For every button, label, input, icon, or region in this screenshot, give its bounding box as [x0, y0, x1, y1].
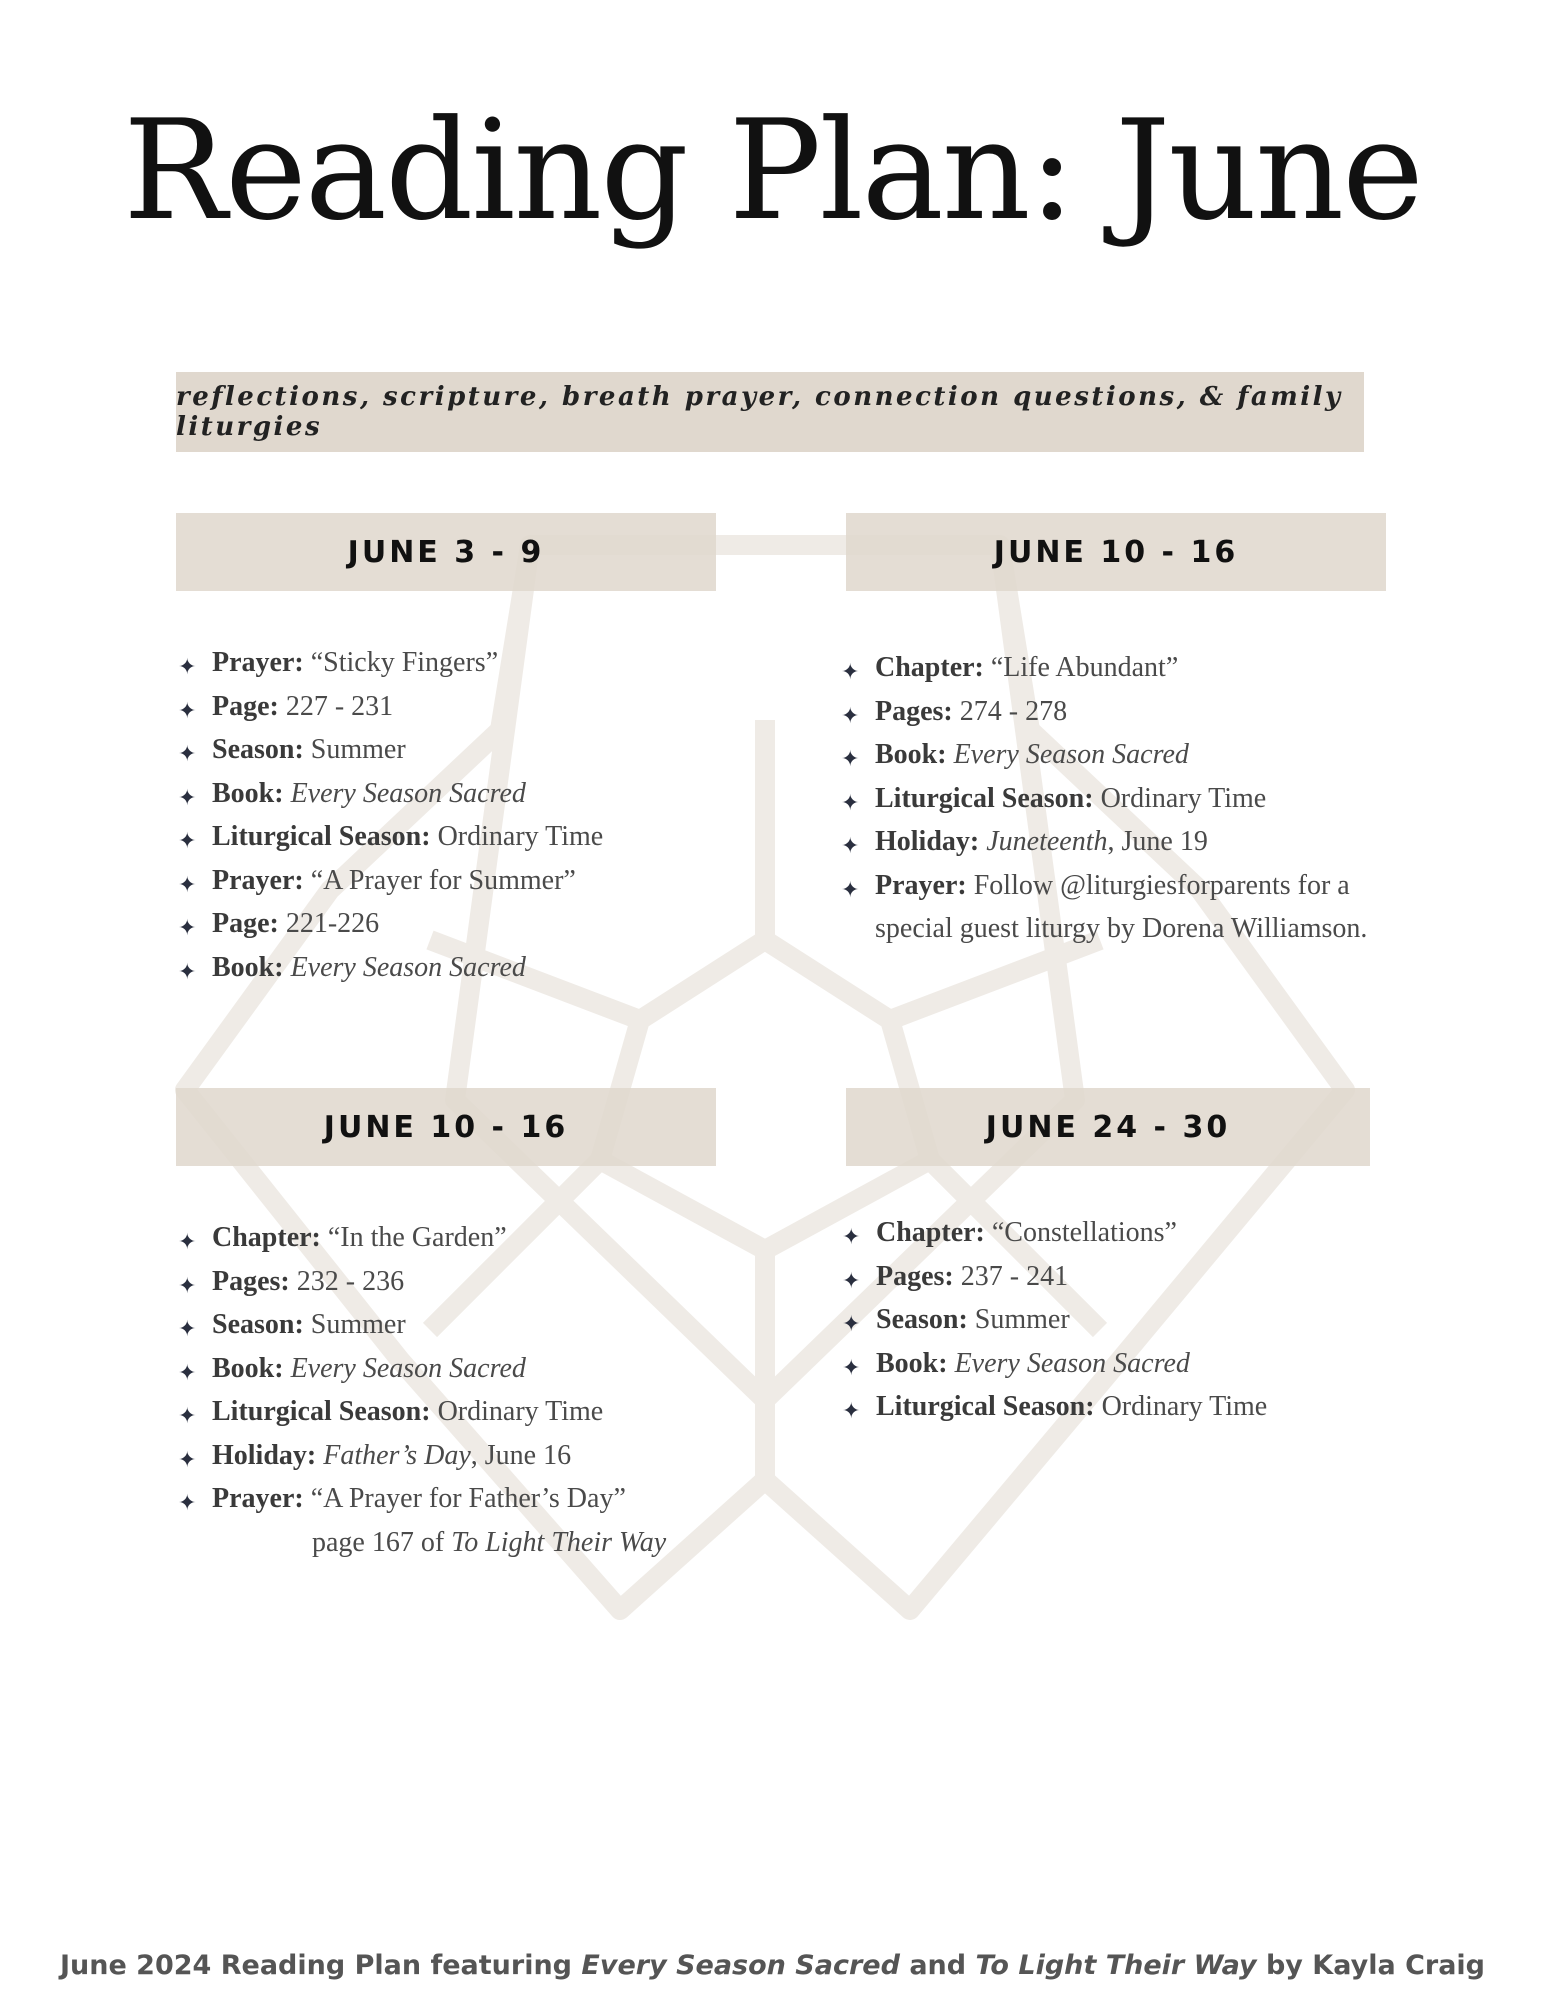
list-item: ✦ Pages: 237 - 241	[840, 1255, 1370, 1299]
diamond-star-icon: ✦	[842, 1267, 861, 1293]
diamond-star-icon: ✦	[178, 915, 197, 940]
list-item: ✦ Chapter: “In the Garden”	[176, 1216, 796, 1260]
diamond-star-icon: ✦	[178, 871, 197, 897]
list-item: ✦ Holiday: Juneteenth, June 19	[839, 820, 1399, 864]
diamond-star-icon: ✦	[178, 1272, 197, 1298]
diamond-star-icon: ✦	[841, 659, 860, 684]
diamond-star-icon: ✦	[178, 1359, 197, 1385]
list-item: ✦ Pages: 232 - 236	[176, 1260, 796, 1304]
list-item: ✦ Chapter: “Life Abundant”	[839, 646, 1399, 690]
diamond-star-icon: ✦	[841, 833, 860, 858]
list-item: ✦ Liturgical Season: Ordinary Time	[176, 1390, 796, 1434]
reading-list	[176, 641, 716, 989]
list-item: ✦ Holiday: Father’s Day, June 16	[176, 1434, 796, 1478]
diamond-star-icon: ✦	[178, 654, 197, 679]
diamond-star-icon: ✦	[178, 828, 197, 853]
reading-list	[839, 646, 1399, 951]
diamond-star-icon: ✦	[178, 1403, 197, 1428]
list-item: ✦ Liturgical Season: Ordinary Time	[839, 777, 1399, 821]
diamond-star-icon: ✦	[178, 697, 197, 723]
reading-list	[840, 1211, 1370, 1429]
diamond-star-icon: ✦	[841, 746, 860, 771]
page-title: Reading Plan: June	[123, 90, 1422, 251]
week-heading: JUNE 10 - 16	[846, 513, 1386, 591]
week-heading: JUNE 24 - 30	[846, 1088, 1370, 1166]
list-item: ✦ Liturgical Season: Ordinary Time	[840, 1385, 1370, 1429]
list-item: ✦ Prayer: “A Prayer for Father’s Day” page 167 of To Light Their Way	[178, 1483, 667, 1558]
list-item: ✦ Book: Every Season Sacred	[176, 946, 716, 990]
week-heading: JUNE 10 - 16	[176, 1088, 716, 1166]
week-section-june-10-16	[841, 513, 1386, 951]
diamond-star-icon: ✦	[842, 1398, 861, 1423]
diamond-star-icon: ✦	[841, 876, 860, 902]
list-item: ✦ Book: Every Season Sacred	[176, 1347, 796, 1391]
diamond-star-icon: ✦	[178, 741, 197, 766]
footer-credit: June 2024 Reading Plan featuring Every Season Sacred and To Light Their Way by Kayla Craig	[59, 1950, 1486, 1981]
list-item: ✦ Book: Every Season Sacred	[840, 1342, 1370, 1386]
diamond-star-icon: ✦	[178, 1316, 197, 1341]
diamond-star-icon: ✦	[178, 1490, 197, 1515]
list-item: ✦ Prayer: “Sticky Fingers”	[176, 641, 716, 685]
list-item: ✦ Season: Summer	[176, 728, 716, 772]
diamond-star-icon: ✦	[841, 789, 860, 815]
list-item: ✦ Pages: 274 - 278	[839, 690, 1399, 734]
list-item: ✦ Season: Summer	[840, 1298, 1370, 1342]
diamond-star-icon: ✦	[842, 1224, 861, 1249]
list-item: ✦ Season: Summer	[176, 1303, 796, 1347]
diamond-star-icon: ✦	[841, 702, 860, 728]
diamond-star-icon: ✦	[178, 1446, 197, 1472]
subtitle-text: reflections, scripture, breath prayer, connection questions, & family liturgies	[176, 382, 1343, 442]
list-item: ✦ Liturgical Season: Ordinary Time	[176, 815, 716, 859]
subtitle-banner	[176, 372, 1364, 452]
list-item: ✦ Chapter: “Constellations”	[840, 1211, 1370, 1255]
week-heading: JUNE 3 - 9	[176, 513, 716, 591]
list-item: ✦ Page: 221-226	[176, 902, 716, 946]
diamond-star-icon: ✦	[178, 1229, 197, 1254]
list-item: ✦ Page: 227 - 231	[176, 685, 716, 729]
diamond-star-icon: ✦	[842, 1311, 861, 1336]
week-section-june-24-30	[842, 1088, 1370, 1429]
diamond-star-icon: ✦	[178, 958, 197, 984]
list-item: ✦ Prayer: Follow @liturgiesforparents for a special guest liturgy by Dorena Williamson.	[841, 869, 1368, 944]
diamond-star-icon: ✦	[178, 784, 197, 810]
list-item: ✦ Book: Every Season Sacred	[176, 772, 716, 816]
list-item: ✦ Book: Every Season Sacred	[839, 733, 1399, 777]
week-section-june-3-9	[176, 513, 716, 989]
reading-list	[176, 1216, 796, 1564]
week-section-june-10-16-second	[176, 1088, 716, 1564]
list-item: ✦ Prayer: “A Prayer for Summer”	[176, 859, 716, 903]
diamond-star-icon: ✦	[842, 1354, 861, 1380]
